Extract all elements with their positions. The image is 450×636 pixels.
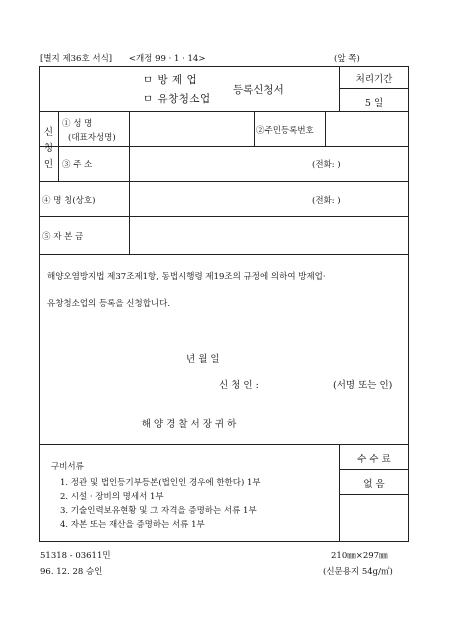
fee-value: 없 음	[363, 479, 385, 490]
title-option-control-business: ㅁ 방 제 업	[143, 74, 198, 86]
rule-title-bottom	[39, 111, 409, 112]
document-item-4: 4. 자본 또는 재산을 증명하는 서류 1부	[60, 520, 205, 530]
addressee: 해 양 경 찰 서 장 귀 하	[141, 419, 237, 430]
name-field[interactable]	[134, 124, 250, 142]
statement-line-1: 해양오염방지법 제37조제1항, 동법시행령 제19조의 규정에 의하여 방제업·	[47, 272, 326, 282]
rule-resident-right	[325, 111, 326, 146]
document-item-2: 2. 시설 · 장비의 명세서 1부	[60, 492, 164, 502]
form-code: 51318 - 03611민	[40, 551, 111, 561]
paper-size: 210㎜×297㎜	[331, 551, 388, 561]
applicant-label-2: 청	[43, 143, 54, 154]
statement-line-2: 유창청소업의 등록을 신청합니다.	[47, 299, 171, 309]
approval-date: 96. 12. 28 승인	[40, 567, 103, 577]
paper-type: (신문용지 54g/㎡)	[323, 567, 393, 577]
applicant-label-1: 신	[43, 127, 54, 138]
resident-number-label: ②주민등록번호	[256, 126, 314, 136]
date-line[interactable]: 년 월 일	[186, 354, 220, 365]
document-item-3: 3. 기술인력보유현황 및 그 자격을 증명하는 서류 1부	[60, 506, 257, 516]
rule-resident-left	[254, 111, 255, 146]
name-label: ① 성 명	[62, 119, 93, 129]
capital-field[interactable]	[134, 230, 404, 248]
address-phone[interactable]: (전화: )	[312, 160, 341, 170]
rule-applicant-group	[58, 111, 59, 181]
processing-period-label: 처리기간	[355, 74, 393, 85]
rule-fee-bottom	[339, 494, 409, 495]
revision-date: <개정 99 · 1 · 14>	[128, 54, 206, 64]
page-side-label: (앞 쪽)	[334, 54, 360, 64]
rule-address-row	[39, 181, 409, 182]
business-name-field[interactable]	[134, 194, 304, 212]
rule-business-row	[39, 216, 409, 217]
rule-label-column	[129, 111, 130, 254]
processing-period-value: 5 일	[364, 98, 384, 109]
rule-statement-bottom	[39, 444, 409, 445]
address-field[interactable]	[134, 158, 304, 176]
address-label: ③ 주 소	[62, 160, 93, 170]
rule-fee-mid	[339, 469, 409, 470]
document-item-1: 1. 정관 및 법인등기부등본(법인인 경우에 한한다) 1부	[60, 478, 261, 488]
rule-processing-mid	[339, 88, 409, 89]
form-label: [별지 제36호 서식]	[40, 54, 113, 64]
applicant-label-3: 인	[43, 159, 54, 170]
signature-note[interactable]: (서명 또는 인)	[333, 380, 393, 391]
resident-number-field[interactable]	[329, 124, 405, 142]
rule-capital-row	[39, 254, 409, 255]
business-phone[interactable]: (전화: )	[312, 196, 341, 206]
signature-label: 신 청 인 :	[219, 380, 259, 391]
form-header	[40, 52, 205, 64]
title-option-tank-cleaning: ㅁ 유창청소업	[143, 93, 211, 105]
page-title: 등록신청서	[233, 84, 284, 96]
name-sublabel: (대표자성명)	[68, 133, 116, 143]
fee-label: 수 수 료	[357, 454, 391, 465]
business-name-label: ④ 명 칭(상호)	[42, 196, 96, 206]
capital-label: ⑤ 자 본 금	[42, 232, 84, 242]
documents-title: 구비서류	[51, 462, 84, 472]
rule-name-row	[39, 146, 409, 147]
